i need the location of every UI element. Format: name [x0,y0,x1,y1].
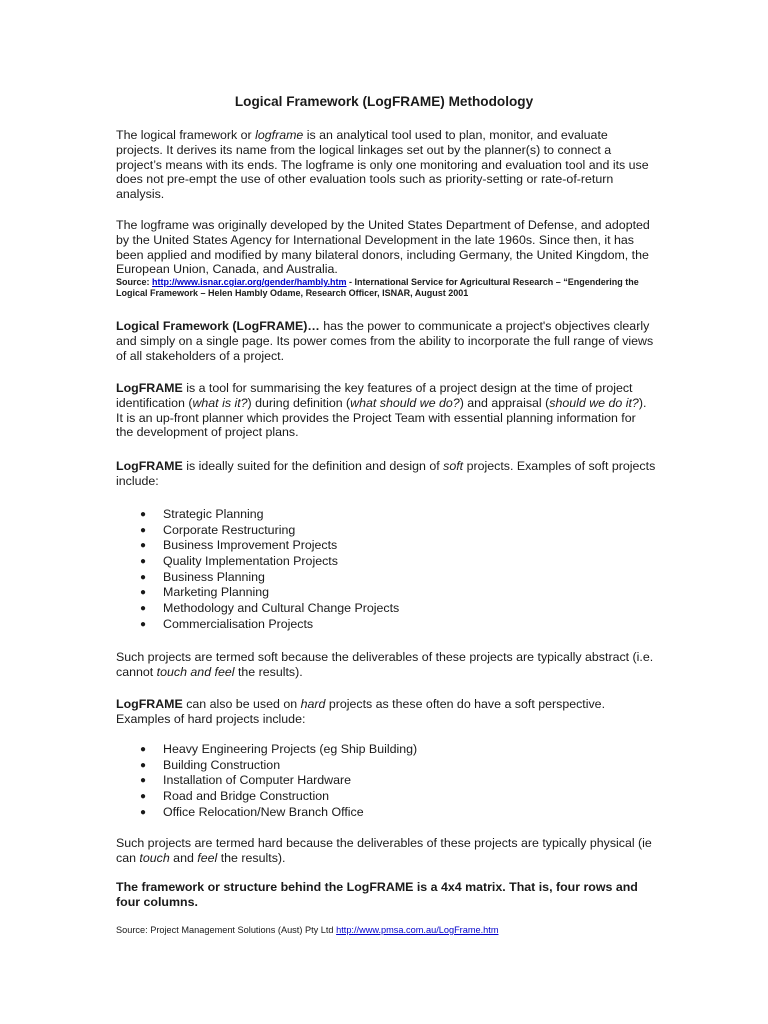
list-item [116,773,417,789]
p4-italic-2: what should we do? [350,395,460,410]
list-item-label: Methodology and Cultural Change Projects [163,601,400,616]
p8-text-a: Such projects are termed hard because the deliverables of these projects are typically physical (ie can [116,836,652,865]
list-item [116,758,417,774]
list-item-label: Office Relocation/New Branch Office [163,804,364,819]
soft-projects-list [116,507,399,633]
bullet-icon: ● [140,618,147,630]
p5-italic-soft: soft [443,459,464,473]
intro-source-label: Source: [116,277,153,287]
list-item-label: Business Improvement Projects [163,538,338,553]
list-item-label: Commercialisation Projects [163,616,314,631]
list-item [116,554,399,570]
p6-text-b: the results). [234,664,303,679]
intro-source-link[interactable]: http://www.isnar.cgiar.org/gender/hambly.htm [152,277,347,287]
paragraph-hard-definition [116,836,656,866]
p4-text-a: is a tool for summarising the key features of a project design at the time of project identification ( [116,381,633,410]
intro-source-citation [116,277,656,299]
hard-projects-list [116,742,417,820]
list-item [116,742,417,758]
p7-bold-lead: LogFRAME [116,697,183,711]
p4-bold-lead: LogFRAME [116,381,183,395]
page-title: Logical Framework (LogFRAME) Methodology [234,94,534,109]
paragraph-hard-projects [116,697,656,727]
footer-source-label: Source: Project Management Solutions (Aust) Pty Ltd [116,925,337,935]
list-item [116,789,417,805]
p5-text-b: projects. Examples of soft projects include: [116,459,656,488]
p5-bold-lead: LogFRAME [116,459,183,473]
list-item [116,805,417,821]
footer-source-link[interactable]: http://www.pmsa.com.au/LogFrame.htm [336,925,499,935]
list-item-label: Business Planning [163,569,265,584]
list-item [116,538,399,554]
bullet-icon: ● [140,556,147,568]
p8-italic-feel: feel [197,850,218,865]
intro-p1-italic-logframe: logframe [255,128,304,142]
bullet-icon: ● [140,587,147,599]
bullet-icon: ● [140,509,147,520]
bullet-icon: ● [140,806,147,818]
p8-italic-touch: touch [139,850,170,865]
list-item-label: Road and Bridge Construction [163,789,329,804]
bullet-icon: ● [140,791,147,803]
p4-text-d: ). It is an up-front planner which provides the Project Team with essential planning information for the development of project plans. [116,395,647,440]
footer-source-citation [116,925,656,936]
list-item-label: Quality Implementation Projects [163,554,338,569]
intro-p1-text-c: is an analytical tool used to plan, monitor, and evaluate projects. It derives its name from the logical linkages set out by the planner(s) to connect a project’s means with its ends. The logframe is only one monitoring and evaluation tool and its use does not pre-empt the use of other evaluation tools such as priority-setting or rate-of-return analysis. [116,128,649,202]
bullet-icon: ● [140,571,147,583]
paragraph-logframe-tool [116,381,656,440]
p7-text-b: projects as these often do have a soft perspective. Examples of hard projects include: [116,697,606,726]
list-item-label: Heavy Engineering Projects (eg Ship Building) [163,742,418,756]
p7-text-a: can also be used on [182,697,301,711]
list-item [116,523,399,539]
paragraph-soft-projects [116,459,656,489]
list-item [116,601,399,617]
list-item [116,570,399,586]
bullet-icon: ● [140,775,147,787]
list-item [116,507,399,523]
intro-source-rest: - International Service for Agricultural Research – “Engendering the Logical Framework – Helen Hambly Odame, Research Officer, ISNAR, August 2001 [116,277,639,298]
list-item [116,617,399,633]
list-item-label: Corporate Restructuring [163,522,296,537]
bullet-icon: ● [140,540,147,552]
list-item-label: Marketing Planning [163,585,270,600]
list-item-label: Strategic Planning [163,507,264,521]
list-item [116,585,399,601]
paragraph-logframe-power [116,319,656,363]
p3-text: has the power to communicate a project's objectives clearly and simply on a single page. Its power comes from the ability to incorporate the full range of views of all stakeholders of a project. [116,319,654,363]
paragraph-matrix-structure: The framework or structure behind the LogFRAME is a 4x4 matrix. That is, four rows and four columns. [116,880,638,909]
p4-text-c: ) and appraisal ( [459,395,550,410]
bullet-icon: ● [140,603,147,615]
intro-p1-text-a: The logical framework or [116,128,256,142]
list-item-label: Installation of Computer Hardware [163,773,352,788]
p4-text-b: ) during definition ( [247,395,351,410]
p6-italic: touch and feel [156,664,235,679]
p4-italic-3: should we do it? [549,395,639,410]
bullet-icon: ● [140,744,147,755]
p5-text-a: is ideally suited for the definition and design of [182,459,444,473]
p7-italic-hard: hard [300,697,326,711]
p6-text-a: Such projects are termed soft because the deliverables of these projects are typically abstract (i.e. cannot [116,650,654,679]
bullet-icon: ● [140,759,147,771]
list-item-label: Building Construction [163,757,281,772]
bullet-icon: ● [140,524,147,536]
intro-paragraph-1 [116,128,656,202]
intro-paragraph-2: The logframe was originally developed by the United States Department of Defense, and adopted by the United States Agency for International Development in the late 1960s. Since then, it has been applied and modified by many bilateral donors, including Germany, the United Kingdom, the European Union, Canada, and Australia. [116,218,650,277]
p3-bold-lead: Logical Framework (LogFRAME)… [116,319,320,333]
p4-italic-1: what is it? [192,395,248,410]
p8-text-c: the results). [217,850,286,865]
paragraph-soft-definition [116,650,656,680]
p8-text-b: and [169,850,198,865]
